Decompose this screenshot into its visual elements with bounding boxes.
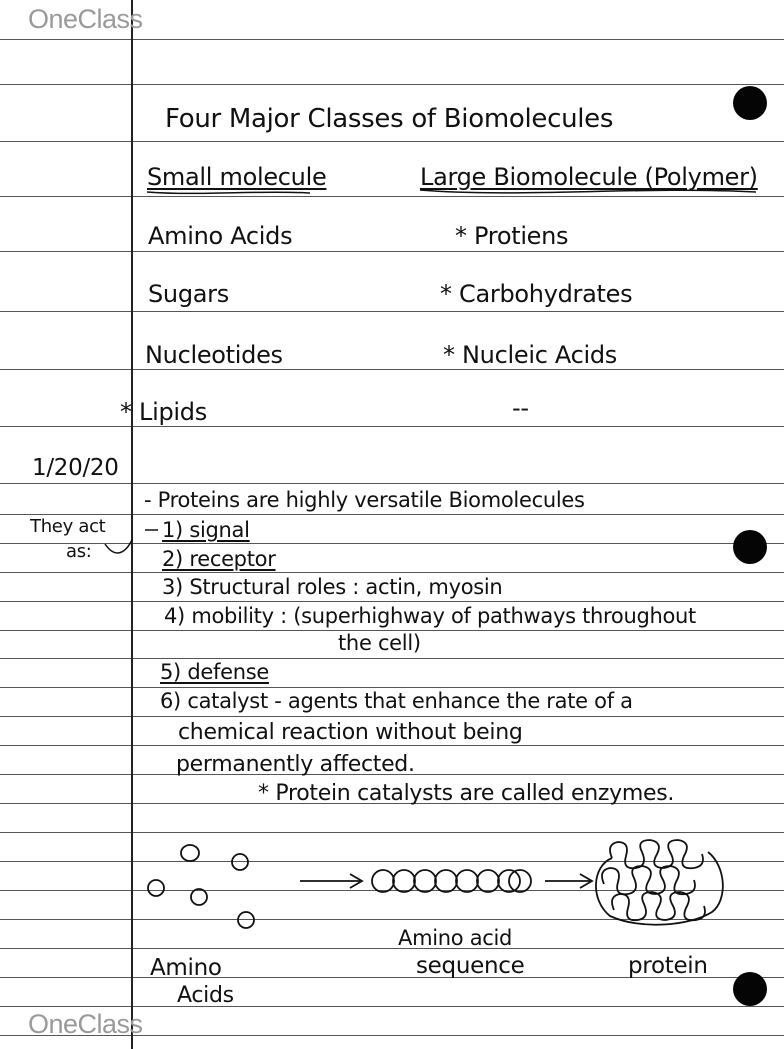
protein-role-item: 4) mobility : (superhighway of pathways throughout: [164, 604, 696, 628]
protein-label: protein: [628, 953, 708, 979]
small-molecule-cell: Amino Acids: [148, 222, 293, 250]
amino-acids-label: Amino: [150, 955, 222, 981]
small-molecule-cell: Sugars: [148, 280, 229, 308]
large-biomolecule-cell: * Nucleic Acids: [443, 341, 618, 369]
amino-acid-circle: [148, 880, 164, 896]
underline-stroke: [420, 190, 756, 193]
large-biomolecule-cell: * Carbohydrates: [440, 280, 633, 308]
protein-role-item: 2) receptor: [162, 547, 276, 571]
oneclass-logo: OneClass: [28, 4, 143, 34]
small-molecule-cell: Nucleotides: [145, 341, 283, 369]
amino-acid-circle: [232, 854, 248, 870]
sequence-label: sequence: [416, 953, 525, 979]
chain-link: [435, 870, 457, 892]
amino-acids-label: Acids: [177, 983, 234, 1008]
folded-protein-row: [612, 892, 705, 920]
chain-link: [372, 870, 394, 892]
protein-role-item: 6) catalyst - agents that enhance the rate of a: [160, 689, 633, 713]
chain-link: [414, 870, 436, 892]
oneclass-logo-bottom: OneClass: [28, 1009, 143, 1039]
date-label: 1/20/20: [32, 455, 119, 481]
small-molecule-cell: * Lipids: [120, 398, 207, 426]
protein-role-item: permanently affected.: [176, 752, 415, 777]
side-note-line1: They act: [30, 516, 106, 537]
chain-link: [393, 870, 415, 892]
sequence-label: Amino acid: [398, 926, 513, 950]
side-arrow-icon: [105, 540, 132, 553]
small-molecule-header: Small molecule: [147, 163, 327, 191]
chain-link: [477, 870, 499, 892]
amino-acid-circle: [181, 845, 199, 861]
protein-role-item: the cell): [338, 631, 421, 655]
side-note-line2: as:: [66, 541, 92, 562]
amino-acid-circle: [238, 912, 254, 928]
underline-stroke: [147, 192, 310, 193]
large-biomolecule-cell: --: [512, 394, 529, 422]
protein-role-item: 5) defense: [160, 660, 269, 684]
amino-acid-circle: [191, 889, 207, 905]
folded-protein-row: [602, 866, 695, 894]
large-biomolecule-cell: * Protiens: [455, 222, 569, 250]
chain-link: [456, 870, 478, 892]
protein-role-item: chemical reaction without being: [178, 720, 523, 745]
page-title: Four Major Classes of Biomolecules: [165, 104, 614, 134]
proteins-intro: - Proteins are highly versatile Biomolecules: [144, 488, 585, 512]
folded-protein-row: [610, 840, 703, 868]
protein-role-item: 3) Structural roles : actin, myosin: [162, 575, 503, 599]
protein-role-item: 1) signal: [162, 518, 250, 542]
large-biomolecule-header: Large Biomolecule (Polymer): [420, 163, 758, 191]
enzymes-note: * Protein catalysts are called enzymes.: [258, 781, 675, 806]
